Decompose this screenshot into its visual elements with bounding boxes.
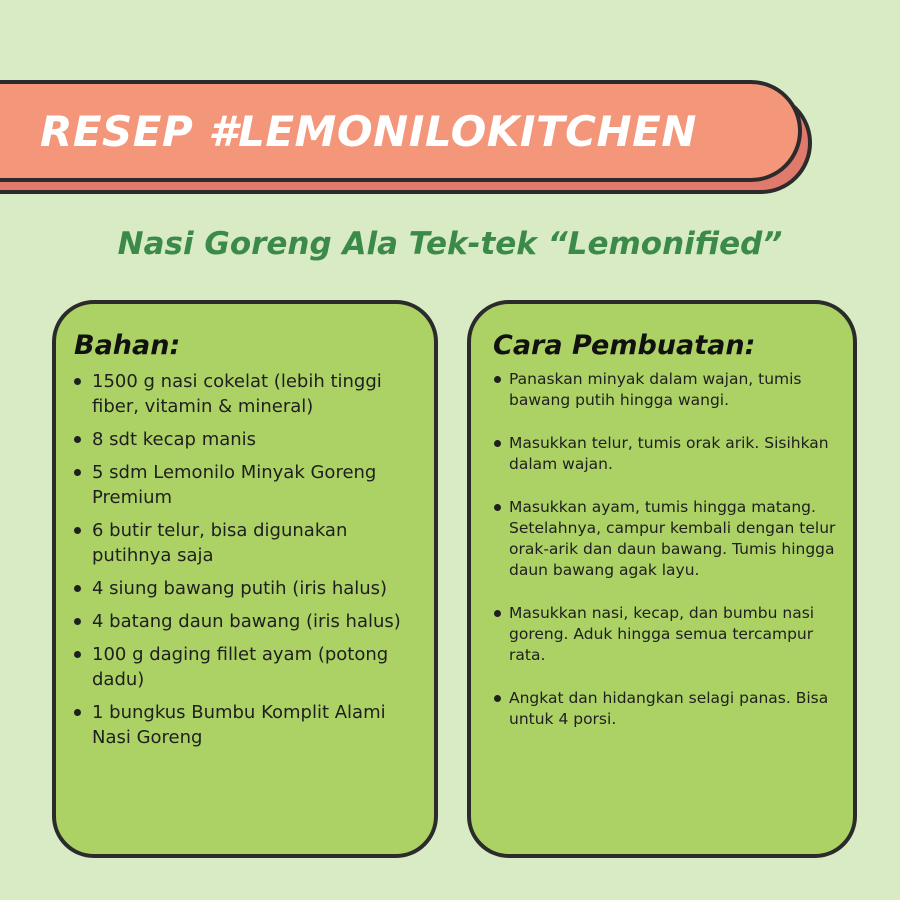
ingredients-heading: Bahan: bbox=[74, 330, 181, 361]
steps-heading: Cara Pembuatan: bbox=[493, 330, 756, 361]
ingredients-list bbox=[74, 369, 416, 750]
ingredient-text: 4 siung bawang putih (iris halus) bbox=[92, 578, 388, 599]
bullet-icon bbox=[494, 440, 501, 447]
step-item bbox=[493, 603, 839, 666]
bullet-icon bbox=[74, 709, 81, 716]
bullet-icon bbox=[494, 504, 501, 511]
bullet-icon bbox=[74, 618, 81, 625]
bullet-icon bbox=[494, 376, 501, 383]
step-item bbox=[493, 497, 839, 581]
ingredient-text: 5 sdm Lemonilo Minyak Goreng Premium bbox=[92, 462, 377, 508]
ingredient-item bbox=[74, 518, 416, 568]
step-item bbox=[493, 433, 839, 475]
ingredients-card bbox=[52, 300, 438, 858]
ingredient-item bbox=[74, 369, 416, 419]
ingredient-text: 100 g daging fillet ayam (potong dadu) bbox=[92, 644, 389, 690]
bullet-icon bbox=[74, 585, 81, 592]
steps-card bbox=[467, 300, 857, 858]
step-text: Masukkan ayam, tumis hingga matang. Setelahnya, campur kembali dengan telur orak-arik dan daun bawang. Tumis hingga daun bawang agak layu. bbox=[509, 498, 836, 579]
ingredient-item bbox=[74, 609, 416, 634]
ingredient-text: 1 bungkus Bumbu Komplit Alami Nasi Goreng bbox=[92, 702, 386, 748]
ingredient-item bbox=[74, 576, 416, 601]
bullet-icon bbox=[74, 378, 81, 385]
bullet-icon bbox=[494, 695, 501, 702]
step-item bbox=[493, 688, 839, 730]
recipe-title: Nasi Goreng Ala Tek-tek “Lemonified” bbox=[117, 226, 783, 262]
ingredient-text: 4 batang daun bawang (iris halus) bbox=[92, 611, 401, 632]
banner-title: RESEP #LEMONILOKITCHEN bbox=[40, 106, 697, 156]
title-banner bbox=[0, 80, 802, 182]
bullet-icon bbox=[74, 469, 81, 476]
ingredient-text: 6 butir telur, bisa digunakan putihnya saja bbox=[92, 520, 348, 566]
step-text: Angkat dan hidangkan selagi panas. Bisa untuk 4 porsi. bbox=[509, 689, 829, 728]
bullet-icon bbox=[74, 436, 81, 443]
step-text: Masukkan telur, tumis orak arik. Sisihkan dalam wajan. bbox=[509, 434, 829, 473]
ingredient-item bbox=[74, 427, 416, 452]
ingredient-item bbox=[74, 700, 416, 750]
bullet-icon bbox=[494, 610, 501, 617]
ingredient-item bbox=[74, 460, 416, 510]
ingredient-text: 8 sdt kecap manis bbox=[92, 429, 257, 450]
steps-list bbox=[493, 369, 839, 730]
bullet-icon bbox=[74, 527, 81, 534]
step-item bbox=[493, 369, 839, 411]
bullet-icon bbox=[74, 651, 81, 658]
ingredient-text: 1500 g nasi cokelat (lebih tinggi fiber, vitamin & mineral) bbox=[92, 371, 382, 417]
step-text: Masukkan nasi, kecap, dan bumbu nasi goreng. Aduk hingga semua tercampur rata. bbox=[509, 604, 815, 664]
step-text: Panaskan minyak dalam wajan, tumis bawang putih hingga wangi. bbox=[509, 370, 802, 409]
ingredient-item bbox=[74, 642, 416, 692]
